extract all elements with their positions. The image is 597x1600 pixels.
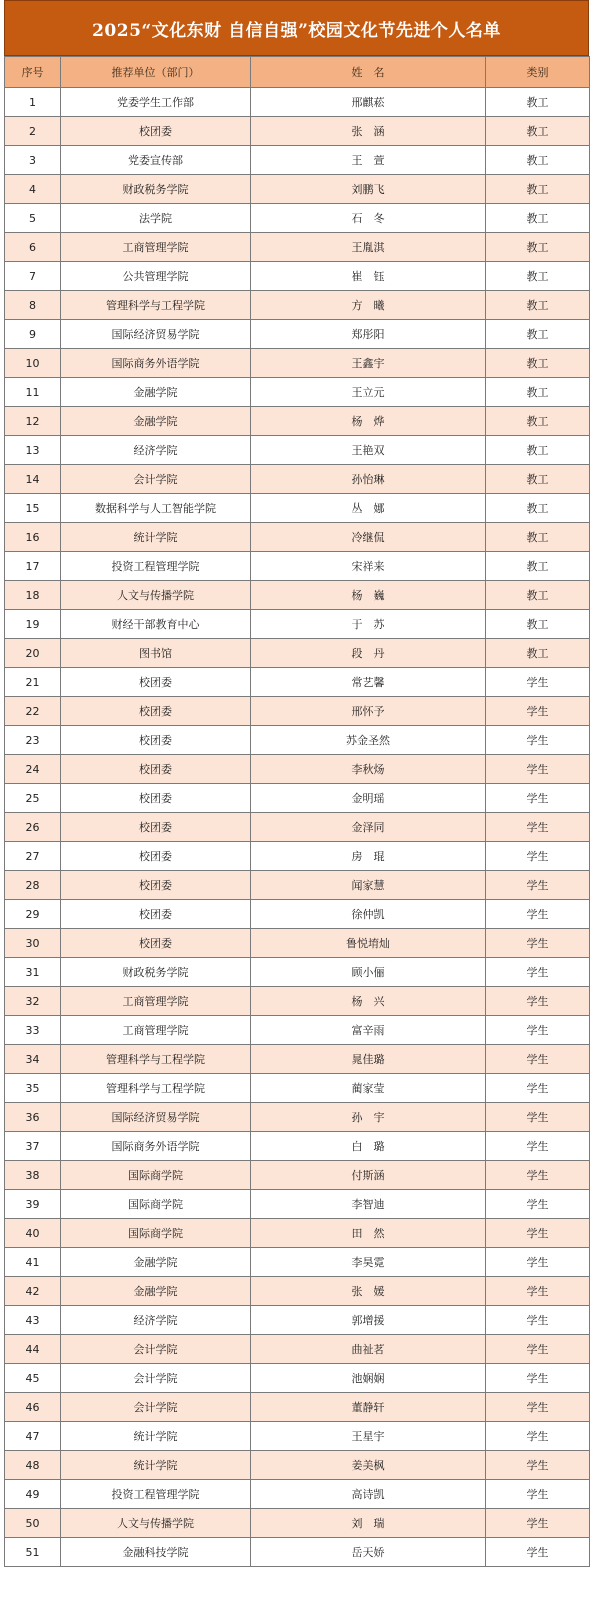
category-cell: 学生 — [486, 1364, 590, 1393]
table-row — [5, 929, 590, 958]
category-cell: 学生 — [486, 1074, 590, 1103]
name-cell: 丛 娜 — [251, 494, 486, 523]
category-cell: 教工 — [486, 610, 590, 639]
name-cell: 田 然 — [251, 1219, 486, 1248]
serial-cell: 8 — [5, 291, 61, 320]
name-cell: 崔 钰 — [251, 262, 486, 291]
name-cell: 张 涵 — [251, 117, 486, 146]
unit-cell: 国际商学院 — [61, 1161, 251, 1190]
category-cell: 学生 — [486, 1509, 590, 1538]
unit-cell: 统计学院 — [61, 1451, 251, 1480]
unit-cell: 国际经济贸易学院 — [61, 320, 251, 349]
table-row — [5, 842, 590, 871]
header-serial-number: 序号 — [5, 57, 61, 88]
category-cell: 学生 — [486, 842, 590, 871]
unit-cell: 会计学院 — [61, 465, 251, 494]
table-row — [5, 175, 590, 204]
serial-cell: 34 — [5, 1045, 61, 1074]
unit-cell: 国际商学院 — [61, 1219, 251, 1248]
name-cell: 闻家慧 — [251, 871, 486, 900]
name-cell: 杨 兴 — [251, 987, 486, 1016]
category-cell: 学生 — [486, 1190, 590, 1219]
unit-cell: 投资工程管理学院 — [61, 552, 251, 581]
table-row — [5, 552, 590, 581]
name-cell: 李昊霓 — [251, 1248, 486, 1277]
honor-list-document — [4, 0, 589, 1567]
unit-cell: 金融科技学院 — [61, 1538, 251, 1567]
name-cell: 孙 宇 — [251, 1103, 486, 1132]
unit-cell: 校团委 — [61, 117, 251, 146]
serial-cell: 37 — [5, 1132, 61, 1161]
category-cell: 学生 — [486, 1393, 590, 1422]
category-cell: 学生 — [486, 1277, 590, 1306]
table-row — [5, 784, 590, 813]
table-row — [5, 88, 590, 117]
name-cell: 王艳双 — [251, 436, 486, 465]
category-cell: 学生 — [486, 784, 590, 813]
unit-cell: 党委学生工作部 — [61, 88, 251, 117]
name-cell: 方 曦 — [251, 291, 486, 320]
unit-cell: 党委宣传部 — [61, 146, 251, 175]
serial-cell: 44 — [5, 1335, 61, 1364]
category-cell: 学生 — [486, 1306, 590, 1335]
name-cell: 李秋炀 — [251, 755, 486, 784]
table-row — [5, 1103, 590, 1132]
unit-cell: 国际商务外语学院 — [61, 349, 251, 378]
unit-cell: 统计学院 — [61, 523, 251, 552]
table-row — [5, 639, 590, 668]
table-row — [5, 436, 590, 465]
category-cell: 学生 — [486, 668, 590, 697]
name-cell: 张 媛 — [251, 1277, 486, 1306]
serial-cell: 28 — [5, 871, 61, 900]
header-category: 类别 — [486, 57, 590, 88]
name-cell: 姜美枫 — [251, 1451, 486, 1480]
unit-cell: 校团委 — [61, 726, 251, 755]
name-cell: 高诗凯 — [251, 1480, 486, 1509]
name-cell: 邢怀予 — [251, 697, 486, 726]
table-row — [5, 1509, 590, 1538]
serial-cell: 6 — [5, 233, 61, 262]
table-row — [5, 1248, 590, 1277]
serial-cell: 18 — [5, 581, 61, 610]
serial-cell: 31 — [5, 958, 61, 987]
table-row — [5, 117, 590, 146]
unit-cell: 校团委 — [61, 755, 251, 784]
serial-cell: 41 — [5, 1248, 61, 1277]
table-row — [5, 407, 590, 436]
serial-cell: 27 — [5, 842, 61, 871]
name-cell: 富辛雨 — [251, 1016, 486, 1045]
category-cell: 教工 — [486, 407, 590, 436]
unit-cell: 工商管理学院 — [61, 1016, 251, 1045]
category-cell: 教工 — [486, 639, 590, 668]
table-row — [5, 494, 590, 523]
unit-cell: 人文与传播学院 — [61, 1509, 251, 1538]
category-cell: 教工 — [486, 552, 590, 581]
table-row — [5, 1538, 590, 1567]
category-cell: 学生 — [486, 1132, 590, 1161]
unit-cell: 国际经济贸易学院 — [61, 1103, 251, 1132]
category-cell: 教工 — [486, 465, 590, 494]
name-cell: 杨 巍 — [251, 581, 486, 610]
category-cell: 教工 — [486, 175, 590, 204]
name-cell: 顾小俪 — [251, 958, 486, 987]
unit-cell: 国际商学院 — [61, 1190, 251, 1219]
category-cell: 学生 — [486, 813, 590, 842]
category-cell: 教工 — [486, 204, 590, 233]
serial-cell: 7 — [5, 262, 61, 291]
name-cell: 邢麒菘 — [251, 88, 486, 117]
serial-cell: 39 — [5, 1190, 61, 1219]
unit-cell: 校团委 — [61, 871, 251, 900]
table-row — [5, 349, 590, 378]
serial-cell: 20 — [5, 639, 61, 668]
name-cell: 付斯涵 — [251, 1161, 486, 1190]
unit-cell: 财经干部教育中心 — [61, 610, 251, 639]
table-row — [5, 1422, 590, 1451]
table-row — [5, 755, 590, 784]
category-cell: 学生 — [486, 697, 590, 726]
name-cell: 房 琨 — [251, 842, 486, 871]
serial-cell: 42 — [5, 1277, 61, 1306]
name-cell: 徐仲凯 — [251, 900, 486, 929]
table-row — [5, 1335, 590, 1364]
name-cell: 杨 烨 — [251, 407, 486, 436]
serial-cell: 43 — [5, 1306, 61, 1335]
name-cell: 白 璐 — [251, 1132, 486, 1161]
unit-cell: 校团委 — [61, 668, 251, 697]
table-row — [5, 900, 590, 929]
honor-list-table — [4, 56, 590, 1567]
name-cell: 岳天娇 — [251, 1538, 486, 1567]
unit-cell: 数据科学与人工智能学院 — [61, 494, 251, 523]
table-row — [5, 1364, 590, 1393]
category-cell: 学生 — [486, 1335, 590, 1364]
serial-cell: 3 — [5, 146, 61, 175]
name-cell: 常艺馨 — [251, 668, 486, 697]
table-row — [5, 523, 590, 552]
serial-cell: 22 — [5, 697, 61, 726]
name-cell: 王 萱 — [251, 146, 486, 175]
serial-cell: 11 — [5, 378, 61, 407]
category-cell: 教工 — [486, 523, 590, 552]
category-cell: 学生 — [486, 726, 590, 755]
serial-cell: 32 — [5, 987, 61, 1016]
name-cell: 董静轩 — [251, 1393, 486, 1422]
name-cell: 孙怡琳 — [251, 465, 486, 494]
unit-cell: 人文与传播学院 — [61, 581, 251, 610]
serial-cell: 15 — [5, 494, 61, 523]
unit-cell: 财政税务学院 — [61, 958, 251, 987]
name-cell: 宋祥来 — [251, 552, 486, 581]
unit-cell: 法学院 — [61, 204, 251, 233]
category-cell: 学生 — [486, 1103, 590, 1132]
name-cell: 石 冬 — [251, 204, 486, 233]
table-row — [5, 204, 590, 233]
name-cell: 王鑫宇 — [251, 349, 486, 378]
serial-cell: 16 — [5, 523, 61, 552]
serial-cell: 5 — [5, 204, 61, 233]
category-cell: 教工 — [486, 320, 590, 349]
table-row — [5, 610, 590, 639]
serial-cell: 51 — [5, 1538, 61, 1567]
table-row — [5, 1045, 590, 1074]
name-cell: 郑彤阳 — [251, 320, 486, 349]
serial-cell: 30 — [5, 929, 61, 958]
unit-cell: 管理科学与工程学院 — [61, 291, 251, 320]
table-row — [5, 1393, 590, 1422]
category-cell: 学生 — [486, 1016, 590, 1045]
name-cell: 曲祉茗 — [251, 1335, 486, 1364]
serial-cell: 4 — [5, 175, 61, 204]
unit-cell: 图书馆 — [61, 639, 251, 668]
serial-cell: 14 — [5, 465, 61, 494]
name-cell: 蔺家莹 — [251, 1074, 486, 1103]
unit-cell: 会计学院 — [61, 1393, 251, 1422]
category-cell: 教工 — [486, 494, 590, 523]
serial-cell: 35 — [5, 1074, 61, 1103]
name-cell: 王星宇 — [251, 1422, 486, 1451]
category-cell: 学生 — [486, 1161, 590, 1190]
category-cell: 教工 — [486, 233, 590, 262]
name-cell: 金泽同 — [251, 813, 486, 842]
unit-cell: 投资工程管理学院 — [61, 1480, 251, 1509]
unit-cell: 管理科学与工程学院 — [61, 1074, 251, 1103]
serial-cell: 29 — [5, 900, 61, 929]
category-cell: 教工 — [486, 262, 590, 291]
serial-cell: 17 — [5, 552, 61, 581]
serial-cell: 36 — [5, 1103, 61, 1132]
document-title: 2025“文化东财 自信自强”校园文化节先进个人名单 — [4, 0, 589, 56]
serial-cell: 10 — [5, 349, 61, 378]
category-cell: 学生 — [486, 1451, 590, 1480]
category-cell: 教工 — [486, 436, 590, 465]
serial-cell: 48 — [5, 1451, 61, 1480]
table-row — [5, 291, 590, 320]
unit-cell: 校团委 — [61, 813, 251, 842]
unit-cell: 校团委 — [61, 929, 251, 958]
category-cell: 学生 — [486, 900, 590, 929]
table-row — [5, 1074, 590, 1103]
unit-cell: 校团委 — [61, 697, 251, 726]
table-row — [5, 1451, 590, 1480]
unit-cell: 会计学院 — [61, 1364, 251, 1393]
category-cell: 教工 — [486, 349, 590, 378]
name-cell: 冷继侃 — [251, 523, 486, 552]
unit-cell: 金融学院 — [61, 378, 251, 407]
category-cell: 教工 — [486, 378, 590, 407]
category-cell: 学生 — [486, 958, 590, 987]
serial-cell: 13 — [5, 436, 61, 465]
table-header-row — [5, 57, 590, 88]
unit-cell: 工商管理学院 — [61, 233, 251, 262]
serial-cell: 24 — [5, 755, 61, 784]
serial-cell: 25 — [5, 784, 61, 813]
name-cell: 段 丹 — [251, 639, 486, 668]
unit-cell: 校团委 — [61, 900, 251, 929]
table-row — [5, 262, 590, 291]
unit-cell: 工商管理学院 — [61, 987, 251, 1016]
unit-cell: 统计学院 — [61, 1422, 251, 1451]
category-cell: 学生 — [486, 1219, 590, 1248]
name-cell: 李智迪 — [251, 1190, 486, 1219]
name-cell: 王胤淇 — [251, 233, 486, 262]
serial-cell: 21 — [5, 668, 61, 697]
header-recommending-unit: 推荐单位（部门） — [61, 57, 251, 88]
name-cell: 于 苏 — [251, 610, 486, 639]
unit-cell: 校团委 — [61, 842, 251, 871]
name-cell: 金明瑶 — [251, 784, 486, 813]
table-row — [5, 233, 590, 262]
table-row — [5, 378, 590, 407]
table-row — [5, 987, 590, 1016]
serial-cell: 40 — [5, 1219, 61, 1248]
table-row — [5, 146, 590, 175]
header-name: 姓 名 — [251, 57, 486, 88]
table-row — [5, 1277, 590, 1306]
serial-cell: 9 — [5, 320, 61, 349]
name-cell: 郭增援 — [251, 1306, 486, 1335]
unit-cell: 公共管理学院 — [61, 262, 251, 291]
serial-cell: 49 — [5, 1480, 61, 1509]
unit-cell: 国际商务外语学院 — [61, 1132, 251, 1161]
category-cell: 学生 — [486, 1538, 590, 1567]
table-row — [5, 581, 590, 610]
serial-cell: 38 — [5, 1161, 61, 1190]
table-body — [5, 88, 590, 1567]
table-row — [5, 1132, 590, 1161]
serial-cell: 46 — [5, 1393, 61, 1422]
category-cell: 学生 — [486, 987, 590, 1016]
serial-cell: 23 — [5, 726, 61, 755]
serial-cell: 47 — [5, 1422, 61, 1451]
category-cell: 学生 — [486, 755, 590, 784]
category-cell: 教工 — [486, 581, 590, 610]
table-row — [5, 697, 590, 726]
name-cell: 鲁悦堉灿 — [251, 929, 486, 958]
category-cell: 教工 — [486, 117, 590, 146]
name-cell: 刘鹏飞 — [251, 175, 486, 204]
category-cell: 教工 — [486, 146, 590, 175]
category-cell: 学生 — [486, 1480, 590, 1509]
serial-cell: 2 — [5, 117, 61, 146]
name-cell: 刘 瑞 — [251, 1509, 486, 1538]
category-cell: 教工 — [486, 291, 590, 320]
serial-cell: 1 — [5, 88, 61, 117]
unit-cell: 金融学院 — [61, 407, 251, 436]
table-row — [5, 1219, 590, 1248]
table-row — [5, 1016, 590, 1045]
table-row — [5, 958, 590, 987]
category-cell: 学生 — [486, 929, 590, 958]
serial-cell: 50 — [5, 1509, 61, 1538]
table-row — [5, 1480, 590, 1509]
category-cell: 学生 — [486, 1248, 590, 1277]
unit-cell: 校团委 — [61, 784, 251, 813]
name-cell: 王立元 — [251, 378, 486, 407]
serial-cell: 45 — [5, 1364, 61, 1393]
name-cell: 苏金圣然 — [251, 726, 486, 755]
unit-cell: 经济学院 — [61, 436, 251, 465]
table-row — [5, 726, 590, 755]
category-cell: 教工 — [486, 88, 590, 117]
unit-cell: 金融学院 — [61, 1277, 251, 1306]
name-cell: 晁佳璐 — [251, 1045, 486, 1074]
table-row — [5, 668, 590, 697]
table-row — [5, 813, 590, 842]
unit-cell: 管理科学与工程学院 — [61, 1045, 251, 1074]
serial-cell: 12 — [5, 407, 61, 436]
category-cell: 学生 — [486, 1422, 590, 1451]
unit-cell: 会计学院 — [61, 1335, 251, 1364]
table-row — [5, 465, 590, 494]
category-cell: 学生 — [486, 1045, 590, 1074]
table-row — [5, 1306, 590, 1335]
serial-cell: 33 — [5, 1016, 61, 1045]
table-row — [5, 1190, 590, 1219]
table-row — [5, 871, 590, 900]
category-cell: 学生 — [486, 871, 590, 900]
serial-cell: 26 — [5, 813, 61, 842]
unit-cell: 经济学院 — [61, 1306, 251, 1335]
serial-cell: 19 — [5, 610, 61, 639]
table-row — [5, 1161, 590, 1190]
name-cell: 池娴娴 — [251, 1364, 486, 1393]
unit-cell: 财政税务学院 — [61, 175, 251, 204]
unit-cell: 金融学院 — [61, 1248, 251, 1277]
table-row — [5, 320, 590, 349]
